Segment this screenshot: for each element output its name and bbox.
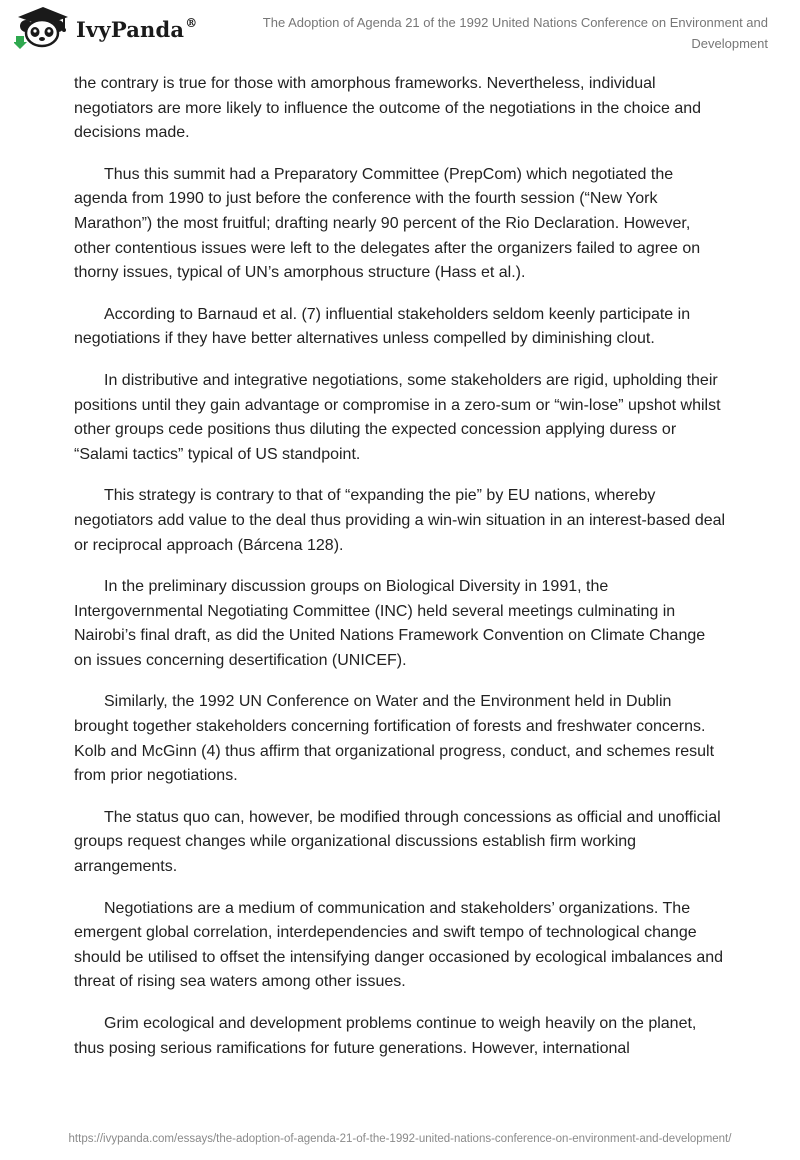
paragraph: In the preliminary discussion groups on Biological Diversity in 1991, the Intergovernmental Negotiating Committee (INC) held several meetings culminating in Nairobi’s final draft, as did the United Nations Framework Convention on Climate Change on issues concerning desertification (UNICEF). [74, 578, 706, 669]
registered-mark: ® [185, 15, 198, 30]
document-title: The Adoption of Agenda 21 of the 1992 United Nations Conference on Environment and Development [262, 15, 768, 51]
paragraph: Negotiations are a medium of communication and stakeholders’ organizations. The emergent global correlation, interdependencies and swift tempo of technological change should be utilised to offset the intensifying danger occasioned by ecological imbalances and threat of rising sea waters among other issues. [74, 899, 724, 991]
essay-body [74, 72, 726, 1078]
paragraph: the contrary is true for those with amorphous frameworks. Nevertheless, individual negotiators are more likely to influence the outcome of the negotiations in the choice and decisions made. [74, 75, 702, 142]
paragraph: The status quo can, however, be modified through concessions as official and unofficial groups request changes while organizational discussions establish firm working arrangements. [74, 808, 721, 876]
brand-name: IvyPanda® [76, 15, 198, 42]
paragraph: Grim ecological and development problems continue to weigh heavily on the planet, thus posing serious ramifications for future generations. However, international [74, 1015, 697, 1057]
paragraph: Thus this summit had a Preparatory Committee (PrepCom) which negotiated the agenda from 1990 to just before the conference with the fourth session (“New York Marathon”) the most fruitful; drafting nearly 90 percent of the Rio Declaration. However, other contentious issues were left to the delegates after the organizers failed to agree on thorny issues, typical of UN’s amorphous structure (Hass et al.). [74, 165, 701, 282]
paragraph: According to Barnaud et al. (7) influential stakeholders seldom keenly participate in negotiations if they have better alternatives unless compelled by diminishing clout. [74, 305, 691, 348]
paragraph: In distributive and integrative negotiations, some stakeholders are rigid, upholding their positions until they gain advantage or compromise in a zero-sum or “win-lose” upshot whilst other groups cede positions thus diluting the expected concession applying duress or “Salami tactics” typical of US standpoint. [74, 371, 721, 463]
panda-logo-icon [14, 6, 70, 50]
brand-logo[interactable] [14, 6, 197, 50]
page-header [0, 0, 800, 64]
paragraph: Similarly, the 1992 UN Conference on Water and the Environment held in Dublin brought together stakeholders concerning fortification of forests and freshwater concerns. Kolb and McGinn (4) thus affirm that organizational progress, conduct, and schemes result from prior negotiations. [74, 693, 715, 785]
paragraph: This strategy is contrary to that of “expanding the pie” by EU nations, whereby negotiators add value to the deal thus providing a win-win situation in an interest-based deal or reciprocal approach (Bárcena 128). [74, 487, 726, 554]
footer-source-url[interactable]: https://ivypanda.com/essays/the-adoption-of-agenda-21-of-the-1992-united-nations-conference-on-environment-and-development/ [68, 1133, 732, 1145]
